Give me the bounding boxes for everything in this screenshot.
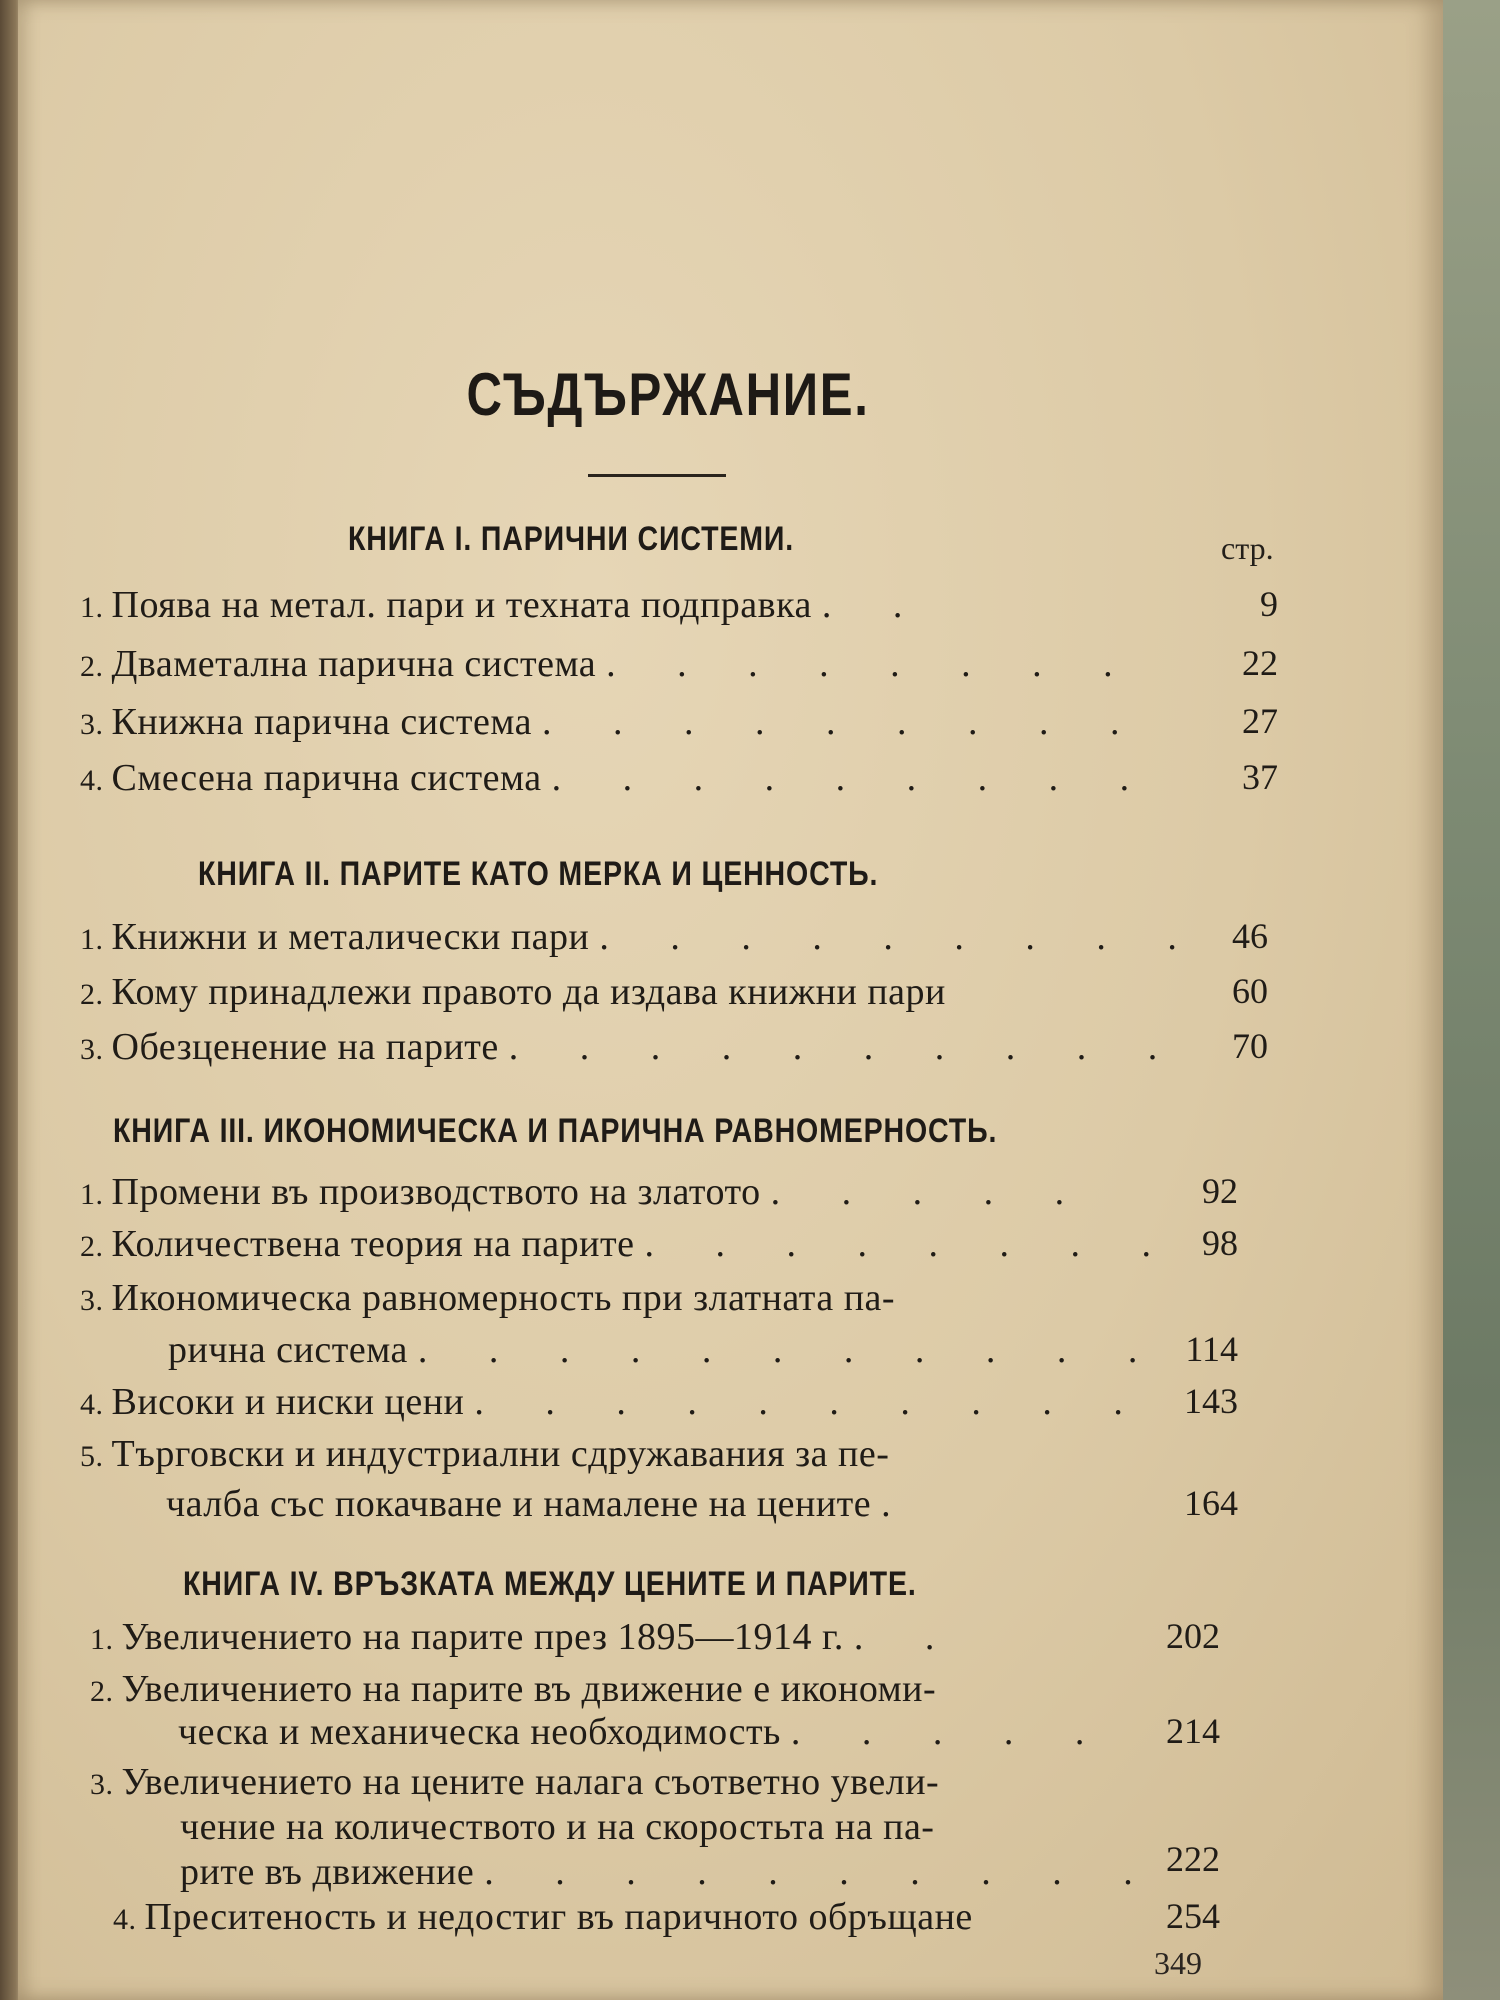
entry-text: Преситеность и недостиг въ паричното обръщане (144, 1896, 973, 1938)
entry-text: рична система (168, 1329, 408, 1371)
entry-text: Промени въ производството на златото (111, 1171, 761, 1213)
entry-text: Книжна парична система (111, 701, 533, 743)
page-title: СЪДЪРЖАНИЕ. (466, 361, 870, 428)
entry-number: 1. (80, 591, 104, 624)
toc-entry-3-1 (80, 1170, 1090, 1214)
entry-text: чалба със покачване и намалене на цените (166, 1483, 872, 1525)
page-number: 143 (1184, 1381, 1238, 1421)
toc-entry-4-1 (90, 1615, 960, 1659)
entry-number: 4. (113, 1903, 137, 1936)
toc-entry-3-3-cont (168, 1328, 1163, 1372)
toc-entry-1-1 (80, 583, 928, 627)
page-number: 254 (1166, 1896, 1220, 1936)
toc-entry-3-3 (80, 1276, 895, 1320)
toc-entry-2-1 (80, 915, 1203, 959)
entry-text: Увеличението на цените налага съответно увели- (121, 1761, 940, 1803)
page-number: 70 (1232, 1026, 1268, 1066)
entry-text: Дваметална парична система (111, 643, 597, 685)
entry-number: 5. (80, 1440, 104, 1473)
entry-number: 4. (80, 764, 104, 797)
entry-number: 3. (80, 1284, 104, 1317)
leader-dots: . . . . . (770, 1171, 1091, 1213)
entry-number: 3. (80, 708, 104, 741)
entry-text: Високи и ниски цени (111, 1381, 465, 1423)
page-number: 37 (1242, 757, 1278, 797)
book-page (18, 0, 1443, 2000)
toc-entry-4-3 (90, 1760, 939, 1804)
toc-entry-3-5-cont (166, 1482, 917, 1526)
toc-entry-4-4 (113, 1895, 973, 1939)
leader-dots: . . . . . . . . . . (474, 1381, 1149, 1423)
entry-text: Обезценение на парите (111, 1026, 499, 1068)
entry-text: Увеличението на парите въ движение е икономи- (121, 1668, 937, 1710)
entry-text: чение на количеството и на скоростьта на па- (180, 1806, 935, 1848)
toc-entry-1-2 (80, 642, 1139, 686)
title-divider (588, 474, 726, 477)
entry-text: Поява на метал. пари и технатa подправка (111, 584, 812, 626)
entry-text: Количествена теория на парите (111, 1223, 635, 1265)
page-number: 98 (1202, 1223, 1238, 1263)
page-number: 114 (1185, 1329, 1238, 1369)
leader-dots: . . . . . . . . (606, 643, 1139, 685)
page-number: 214 (1166, 1711, 1220, 1751)
toc-entry-2-3 (80, 1025, 1183, 1069)
leader-dots: . . . . . . . . (644, 1223, 1177, 1265)
entry-number: 1. (90, 1623, 114, 1656)
entry-text: рите въ движение (180, 1851, 475, 1893)
entry-text: ческа и механическа необходимость (178, 1711, 781, 1753)
entry-number: 1. (80, 923, 104, 956)
toc-entry-4-2 (90, 1667, 936, 1711)
page-number: 202 (1166, 1616, 1220, 1656)
book-heading-3: КНИГА III. ИКОНОМИЧЕСКА И ПАРИЧНА РАВНОМЕРНОСТЬ. (113, 1112, 998, 1150)
page-number: 164 (1184, 1483, 1238, 1523)
entry-text: Икономическа равномерность при златната па- (111, 1277, 896, 1319)
leader-dots: . . . . . . . . . (542, 701, 1146, 743)
toc-entry-3-5 (80, 1432, 889, 1476)
toc-entry-2-2 (80, 970, 946, 1014)
entry-text: Книжни и металически пари (111, 916, 590, 958)
toc-entry-1-4 (80, 756, 1155, 800)
page-number: 222 (1166, 1839, 1220, 1879)
entry-number: 2. (80, 978, 104, 1011)
entry-number: 2. (90, 1675, 114, 1708)
leader-dots: . . . . . . . . . . (508, 1026, 1184, 1068)
entry-number: 4. (80, 1388, 104, 1421)
page-number: 46 (1232, 916, 1268, 956)
leader-dots: . . . . . . . . . . (484, 1851, 1159, 1893)
toc-entry-3-4 (80, 1380, 1149, 1424)
leader-dots: . . . . . . . . . . . (417, 1329, 1164, 1371)
entry-number: 2. (80, 650, 104, 683)
toc-entry-3-2 (80, 1222, 1177, 1266)
toc-entry-4-3-cont1 (180, 1805, 934, 1849)
toc-entry-4-3-cont2 (180, 1850, 1159, 1894)
leader-dots: . . . . . (790, 1711, 1111, 1753)
entry-number: 3. (90, 1768, 114, 1801)
leader-dots: . . (853, 1616, 961, 1658)
leader-dots: . . . . . . . . . (599, 916, 1203, 958)
entry-number: 1. (80, 1178, 104, 1211)
page-number: 22 (1242, 643, 1278, 683)
book-heading-2: КНИГА II. ПАРИТЕ КАТО МЕРКА И ЦЕННОСТЬ. (198, 855, 879, 893)
book-heading-4: КНИГА IV. ВРЪЗКАТА МЕЖДУ ЦЕНИТЕ И ПАРИТЕ. (183, 1565, 917, 1603)
entry-number: 3. (80, 1033, 104, 1066)
page-folio: 349 (1154, 1945, 1202, 1981)
entry-text: Кому принадлежи правото да издава книжни пари (111, 971, 946, 1013)
page-number: 92 (1202, 1171, 1238, 1211)
leader-dots: . . . . . . . . . (551, 757, 1156, 799)
book-heading-1: КНИГА I. ПАРИЧНИ СИСТЕМИ. (348, 520, 795, 558)
entry-number: 2. (80, 1230, 104, 1263)
page-column-label: стр. (1221, 530, 1274, 566)
page-number: 9 (1260, 584, 1278, 624)
toc-entry-1-3 (80, 700, 1146, 744)
page-number: 60 (1232, 971, 1268, 1011)
entry-text: Увеличението на парите през 1895—1914 г. (121, 1616, 844, 1658)
entry-text: Търговски и индустриални сдружавания за пе- (111, 1433, 890, 1475)
page-number: 27 (1242, 701, 1278, 741)
entry-text: Смесена парична система (111, 757, 542, 799)
leader-dots: . . (821, 584, 929, 626)
toc-entry-4-2-cont (178, 1710, 1110, 1754)
leader-dots: . (881, 1483, 917, 1525)
